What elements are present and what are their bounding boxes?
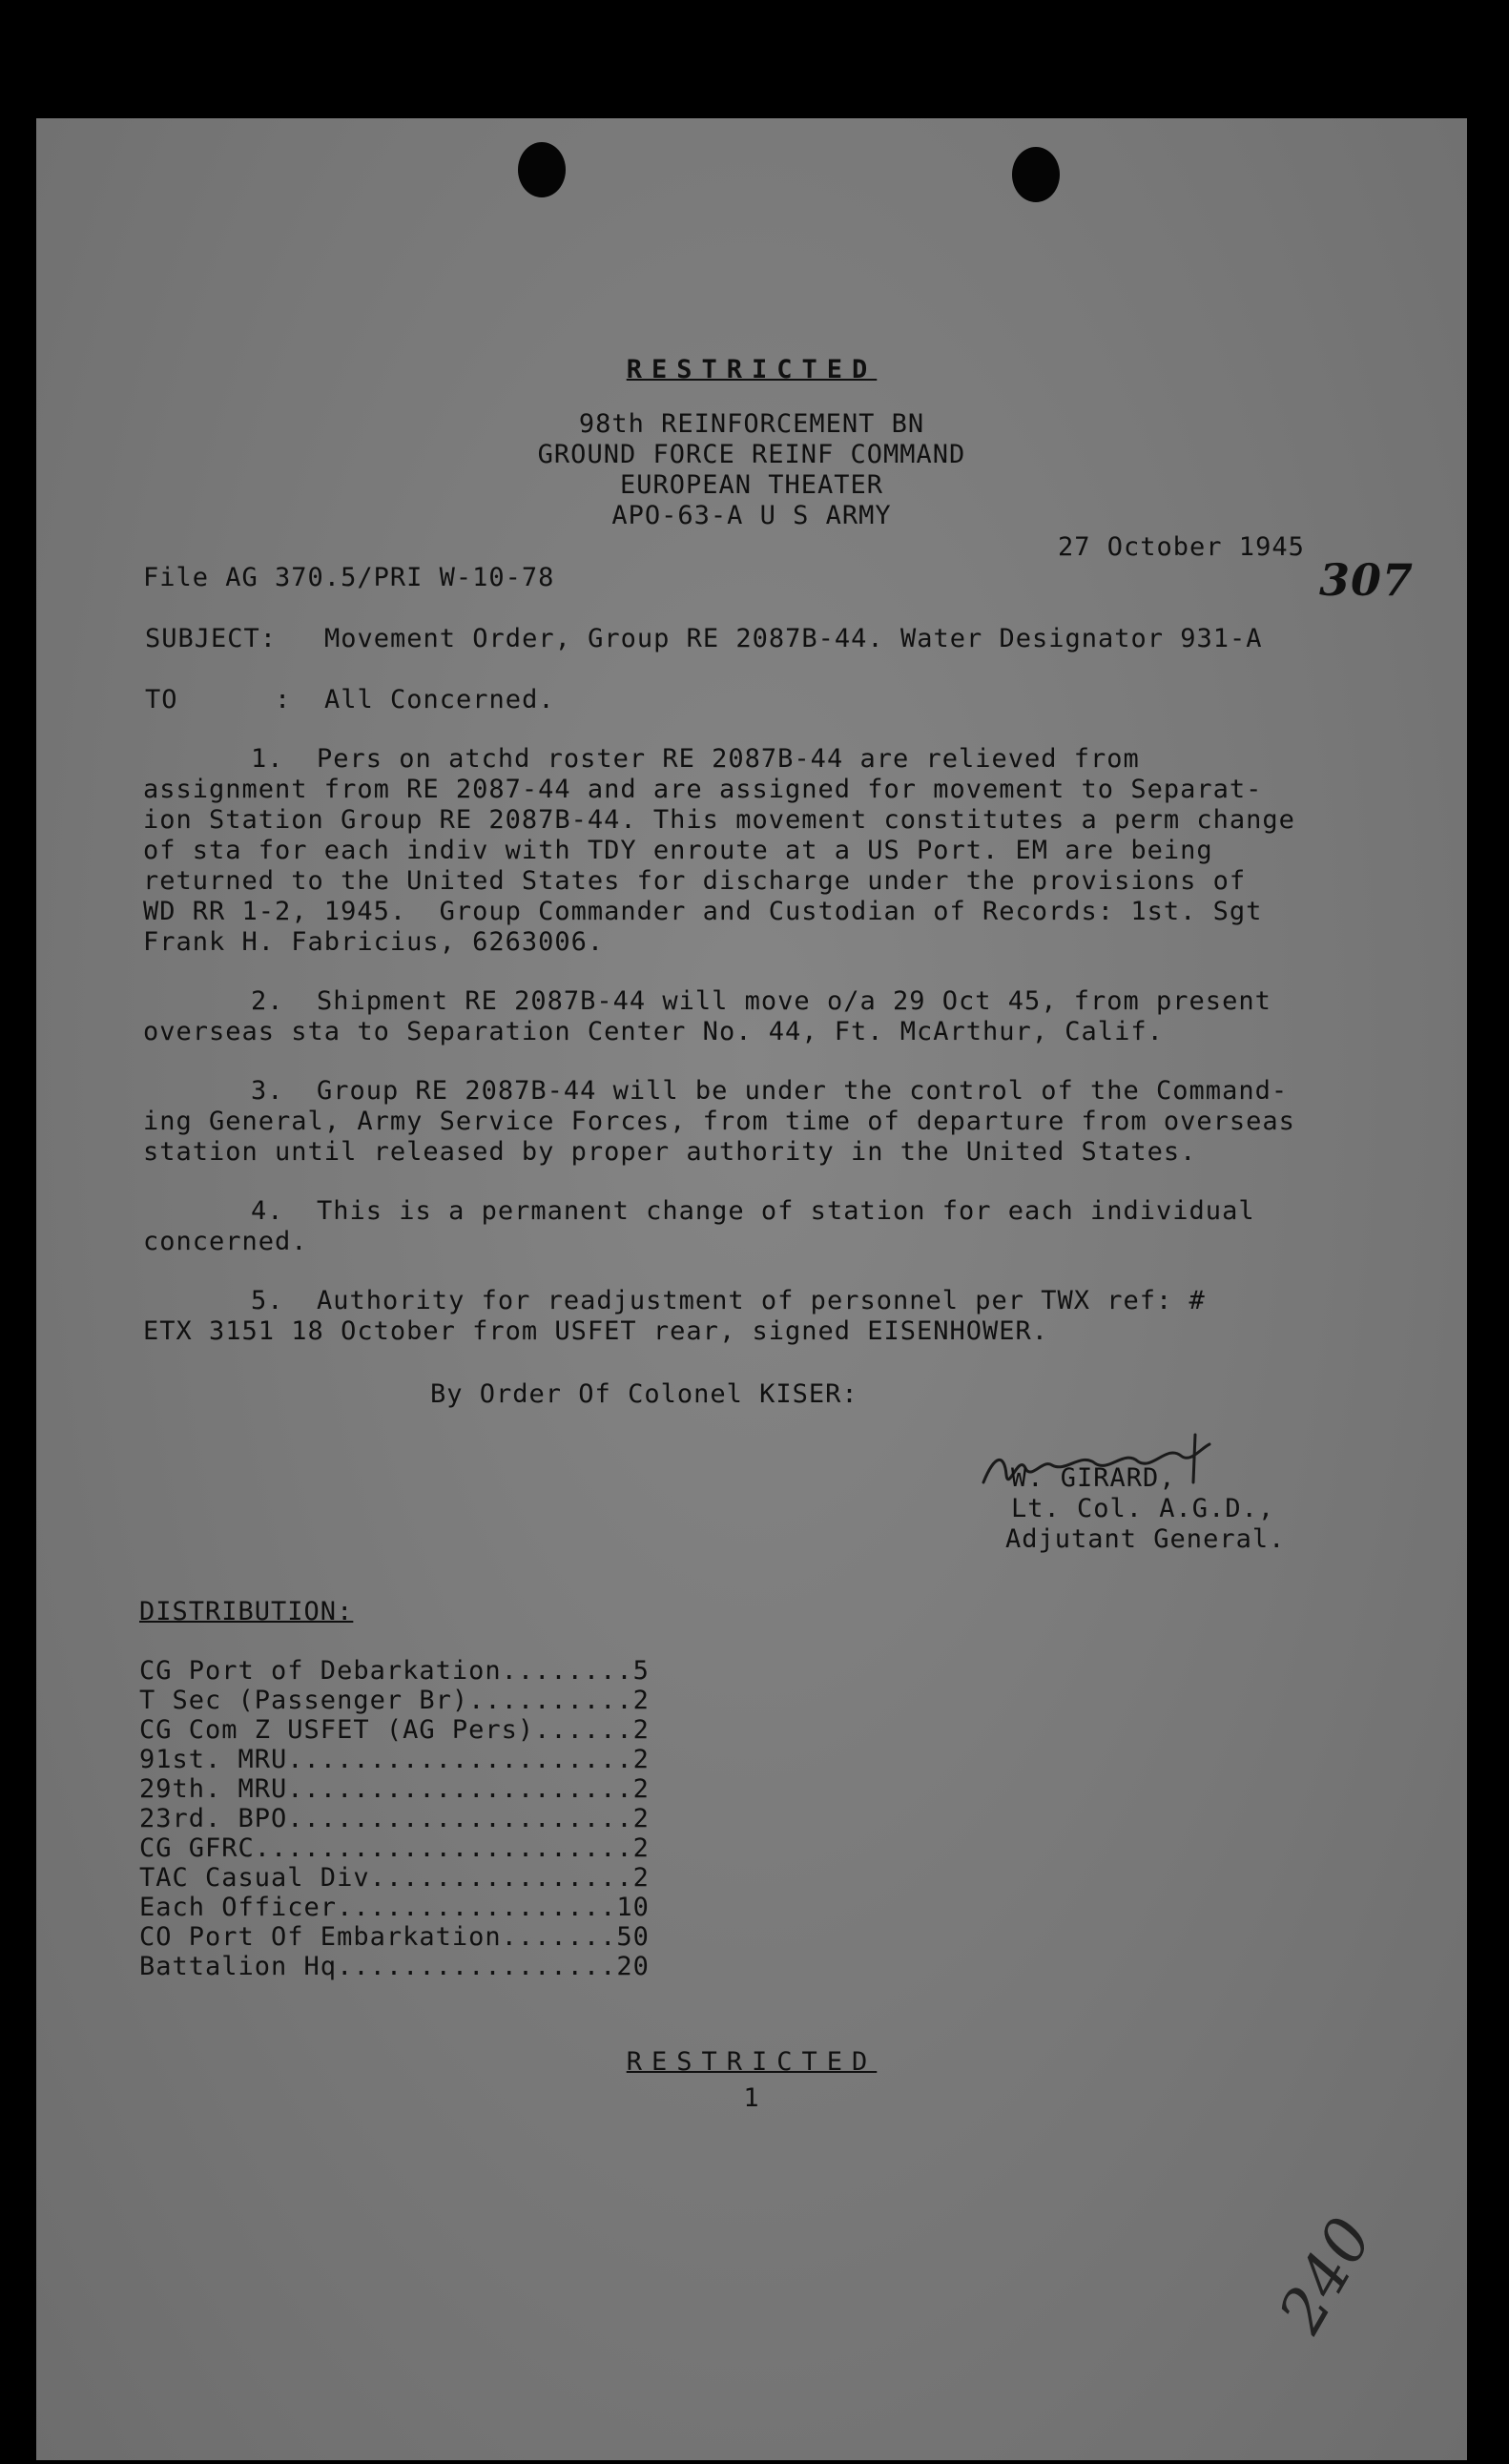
subject-label: SUBJECT: [145,624,278,653]
to-colon: : [275,685,292,714]
subject-text: Movement Order, Group RE 2087B-44. Water Designator 931-A [324,624,1263,653]
paragraph-line: ing General, Army Service Forces, from time of departure from overseas [143,1107,1295,1136]
distribution-entry: 29th. MRU.....................2 [139,1774,650,1804]
unit-name: 98th REINFORCEMENT BN [578,409,925,439]
document-page [36,118,1467,2460]
paragraph-line: WD RR 1-2, 1945. Group Commander and Custodian of Records: 1st. Sgt [143,897,1263,926]
distribution-entry: Each Officer.................10 [139,1893,650,1922]
paragraph-line: returned to the United States for discharge under the provisions of [143,866,1247,896]
theater-name: EUROPEAN THEATER [619,470,884,500]
distribution-entry: CG Port of Debarkation........5 [139,1656,650,1686]
paragraph-line: assignment from RE 2087-44 and are assigned for movement to Separat- [143,775,1263,804]
to-text: All Concerned. [324,685,555,714]
paragraph-line: 4. This is a permanent change of station for each individual [251,1196,1255,1226]
paragraph-line: station until released by proper authority in the United States. [143,1137,1197,1167]
paragraph-line: 2. Shipment RE 2087B-44 will move o/a 29 Oct 45, from present [251,986,1271,1016]
order-line: By Order Of Colonel KISER: [430,1379,858,1409]
paragraph-line: of sta for each indiv with TDY enroute at a US Port. EM are being [143,836,1213,865]
distribution-entry: 23rd. BPO.....................2 [139,1804,650,1833]
paragraph-line: overseas sta to Separation Center No. 44, Ft. McArthur, Calif. [143,1017,1164,1046]
distribution-entry: Battalion Hq.................20 [139,1952,650,1981]
file-reference: File AG 370.5/PRI W-10-78 [143,563,555,592]
command-name: GROUND FORCE REINF COMMAND [537,440,966,469]
paragraph-line: 3. Group RE 2087B-44 will be under the control of the Command- [251,1076,1289,1106]
handwritten-margin-note: 240 [1266,2205,1387,2345]
paragraph-line: ETX 3151 18 October from USFET rear, signed EISENHOWER. [143,1316,1049,1346]
distribution-entry: CG GFRC.......................2 [139,1833,650,1863]
signature-rank: Lt. Col. A.G.D., [1011,1494,1275,1523]
apo-address: APO-63-A U S ARMY [611,501,892,530]
punch-hole-left [518,142,566,197]
paragraph-line: 5. Authority for readjustment of personnel per TWX ref: # [251,1286,1206,1315]
distribution-entry: CG Com Z USFET (AG Pers)......2 [139,1715,650,1745]
page-stamp: 307 [1319,554,1415,606]
paragraph-line: concerned. [143,1227,308,1256]
page-number: 1 [743,2083,760,2113]
distribution-entry: TAC Casual Div................2 [139,1863,650,1893]
distribution-heading: DISTRIBUTION: [139,1597,354,1626]
distribution-entry: T Sec (Passenger Br)..........2 [139,1686,650,1715]
signature-title: Adjutant General. [1005,1524,1286,1554]
document-date: 27 October 1945 [1058,532,1305,562]
distribution-entry: CO Port Of Embarkation.......50 [139,1922,650,1952]
paragraph-line: ion Station Group RE 2087B-44. This movement constitutes a perm change [143,805,1295,835]
distribution-entry: 91st. MRU.....................2 [139,1745,650,1774]
to-label: TO [145,685,178,714]
paragraph-line: Frank H. Fabricius, 6263006. [143,927,605,957]
classification-footer: RESTRICTED [626,2047,878,2077]
paragraph-line: 1. Pers on atchd roster RE 2087B-44 are relieved from [251,744,1140,774]
classification-header: RESTRICTED [626,355,878,384]
punch-hole-right [1012,147,1060,202]
signature-name: W. GIRARD, [1011,1463,1176,1493]
